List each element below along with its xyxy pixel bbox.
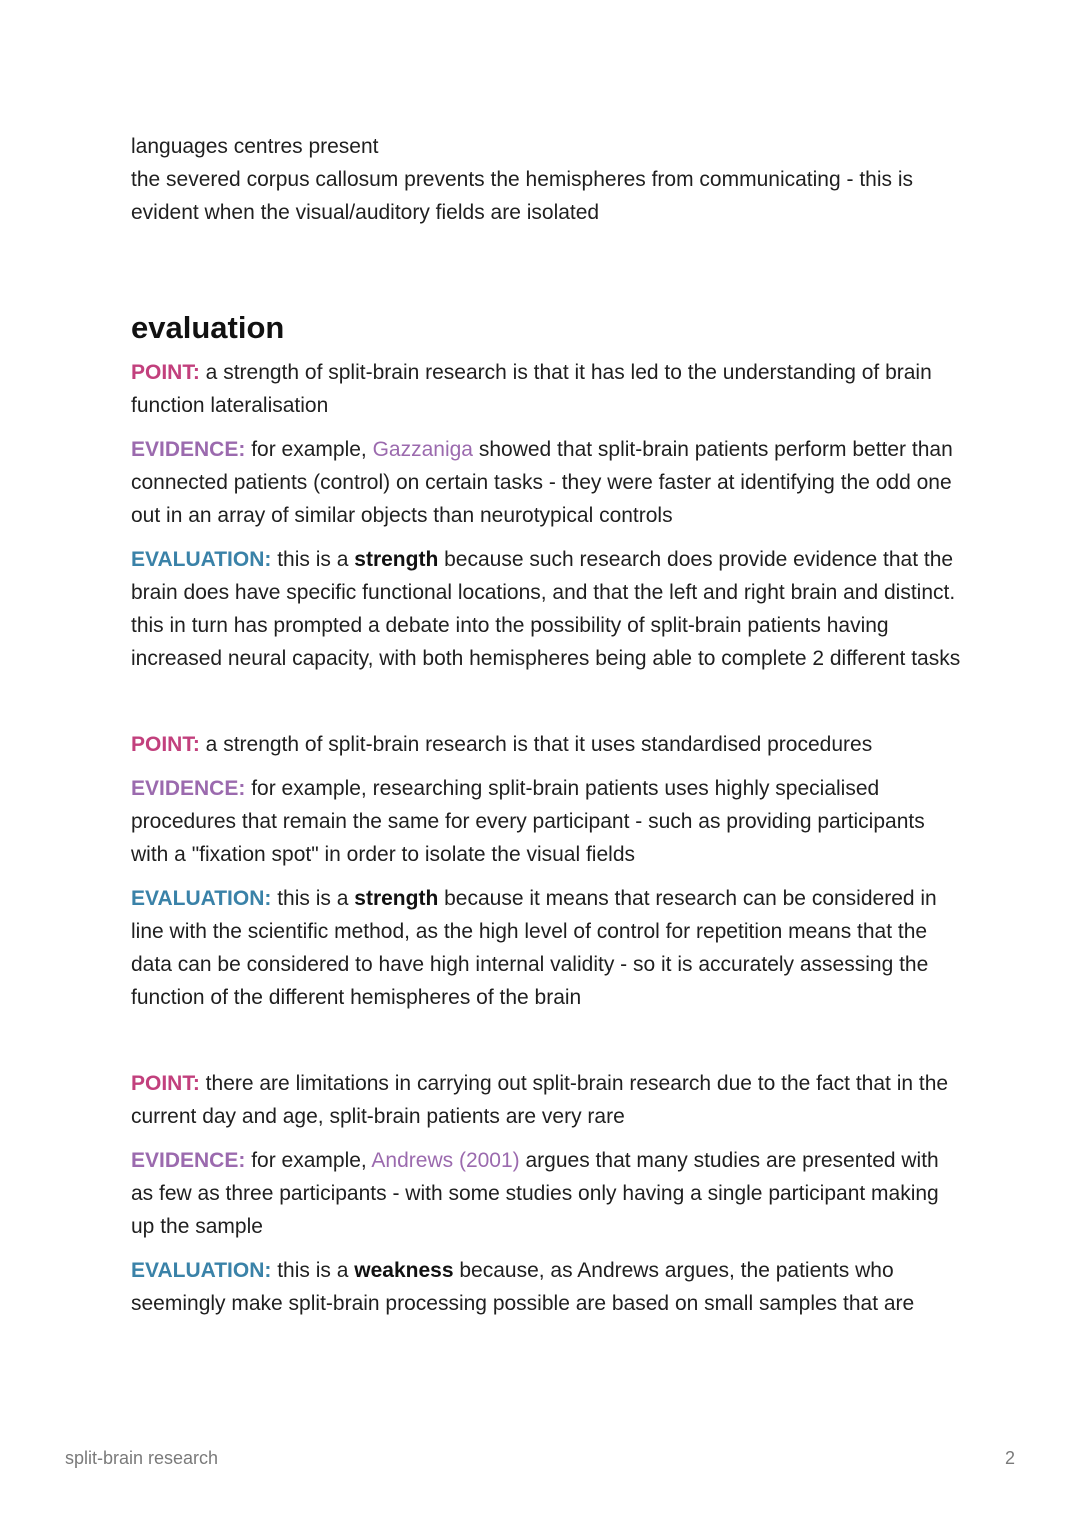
evidence-paragraph [131,433,961,532]
evaluation-text-post: because such research does provide evidence that the brain does have specific functional locations, and that the left and right brain and distinct. this in turn has prompted a debate into the possibility of split-brain patients having increased neural capacity, with both hemispheres being able to complete 2 different tasks [131,548,961,670]
evaluation-text-pre: this is a [271,1259,355,1282]
footer-title: split-brain research [65,1448,219,1468]
evaluation-label: EVALUATION: [131,548,272,571]
evidence-text-post: showed that split-brain patients perform better than connected patients (control) on certain tasks - they were faster at identifying the odd one out in an array of similar objects than neurotypical controls [131,438,953,527]
evidence-paragraph [131,1144,961,1243]
point-label: POINT: [131,361,200,384]
evaluation-keyword: strength [354,548,439,571]
point-paragraph [131,356,961,422]
point-text: a strength of split-brain research is that it uses standardised procedures [199,733,873,756]
evidence-label: EVIDENCE: [131,438,246,461]
evaluation-label: EVALUATION: [131,1259,272,1282]
evaluation-keyword: weakness [354,1259,454,1282]
evaluation-keyword: strength [354,887,439,910]
evaluation-text-pre: this is a [271,548,355,571]
point-text: there are limitations in carrying out split-brain research due to the fact that in the current day and age, split-brain patients are very rare [131,1072,949,1128]
intro-line-2: the severed corpus callosum prevents the hemispheres from communicating - this is evident when the visual/auditory fields are isolated [131,168,914,224]
evaluation-label: EVALUATION: [131,887,272,910]
evaluation-paragraph [131,882,961,1014]
evidence-text-pre: for example, [245,438,373,461]
evidence-paragraph [131,772,961,871]
evaluation-text-pre: this is a [271,887,355,910]
evidence-reference: Andrews (2001) [371,1149,520,1172]
evaluation-paragraph [131,1254,961,1320]
page-content [131,130,961,1331]
page-number: 2 [1004,1448,1015,1468]
evaluation-text-post: because, as Andrews argues, the patients who seemingly make split-brain processing possible are based on small samples that are [131,1259,915,1315]
point-label: POINT: [131,1072,200,1095]
point-text: a strength of split-brain research is that it has led to the understanding of brain function lateralisation [131,361,932,417]
evaluation-group-3 [131,1067,961,1320]
intro-line-1: languages centres present [131,135,379,158]
evidence-text: for example, researching split-brain patients uses highly specialised procedures that remain the same for every participant - such as providing participants with a "fixation spot" in order to isolate the visual fields [131,777,925,866]
evidence-reference: Gazzaniga [372,438,473,461]
section-heading: evaluation [131,310,285,345]
evaluation-text-post: because it means that research can be considered in line with the scientific method, as the high level of control for repetition means that the data can be considered to have high internal validity - so it is accurately assessing the function of the different hemispheres of the brain [131,887,937,1009]
evidence-text-post: argues that many studies are presented with as few as three participants - with some studies only having a single participant making up the sample [131,1149,939,1238]
point-paragraph [131,1067,961,1133]
evaluation-group-1 [131,356,961,675]
point-label: POINT: [131,733,200,756]
evidence-label: EVIDENCE: [131,1149,246,1172]
point-paragraph [131,728,961,761]
evidence-label: EVIDENCE: [131,777,246,800]
evaluation-paragraph [131,543,961,675]
evidence-text-pre: for example, [245,1149,372,1172]
evaluation-group-2 [131,728,961,1014]
